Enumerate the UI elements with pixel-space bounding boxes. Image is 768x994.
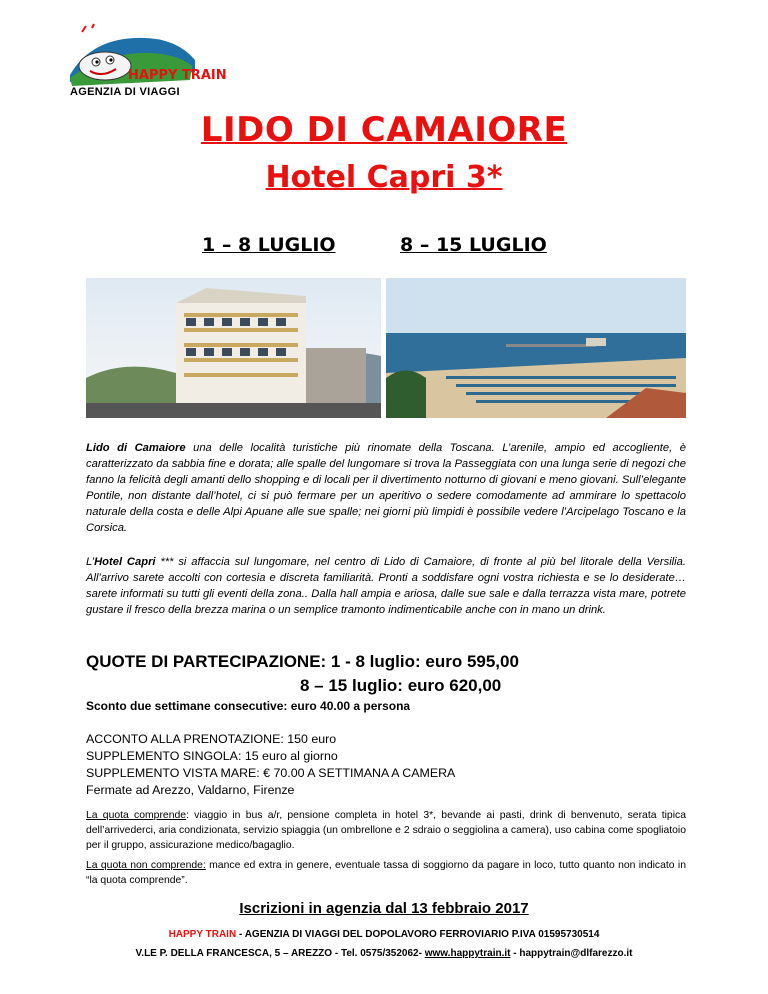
- date-period-1: 1 – 8 LUGLIO: [202, 234, 336, 256]
- footer-agency-info: - AGENZIA DI VIAGGI DEL DOPOLAVORO FERROVIARIO P.IVA 01595730514: [236, 929, 600, 940]
- destination-title: LIDO DI CAMAIORE: [200, 110, 568, 150]
- excludes-text: mance ed extra in genere, eventuale tassa di soggiorno da pagare in loco, tutto quanto non indicato in “la quota comprende”.: [86, 860, 686, 886]
- date-period-2: 8 – 15 LUGLIO: [400, 234, 547, 256]
- footer-line-2: [0, 948, 768, 959]
- hotel-name: Hotel Capri: [94, 556, 156, 568]
- quote-line-2: 8 – 15 luglio: euro 620,00: [300, 676, 502, 695]
- paragraph-text: una delle località turistiche più rinomate della Toscana. L’arenile, ampio ed accogliente, è caratterizzato da sabbia fine e dorata; alle spalle del lungomare si trova la Passeggiata con una lunga serie di negozi che fanno la felicità degli amanti dello shopping e di locali per il divertimento notturno di giovani e meno giovani. Sull’elegante Pontile, non distante dall’hotel, ci si può fermare per un aperitivo o sedere comodamente ad ammirare lo spettacolo naturale della costa e delle Alpi Apuane alle sue spalle; nei giorni più limpidi è possibile vedere l’Arcipelago Toscano e la Corsica.: [86, 442, 686, 534]
- stops-info: Fermate ad Arezzo, Valdarno, Firenze: [86, 783, 295, 797]
- includes-label: La quota comprende: [86, 810, 187, 821]
- footer-brand: HAPPY TRAIN: [168, 929, 237, 940]
- sea-view-supplement-info: SUPPLEMENTO VISTA MARE: € 70.00 A SETTIMANA A CAMERA: [86, 766, 456, 780]
- discount-text: Sconto due settimane consecutive: euro 40.00 a persona: [86, 699, 411, 713]
- website-link[interactable]: www.happytrain.it: [424, 948, 511, 959]
- logo-text: HAPPY TRAIN: [128, 68, 227, 83]
- excludes-label: La quota non comprende:: [86, 860, 206, 871]
- quote-line-1: QUOTE DI PARTECIPAZIONE: 1 - 8 luglio: euro 595,00: [86, 652, 519, 671]
- footer-line-1: [0, 929, 768, 940]
- excludes-section: [86, 858, 686, 888]
- hotel-title: Hotel Capri 3*: [265, 160, 503, 195]
- footer-address: V.LE P. DELLA FRANCESCA, 5 – AREZZO - Tel. 0575/352062-: [135, 948, 425, 959]
- agency-label: AGENZIA DI VIAGGI: [70, 86, 180, 98]
- paragraph-prefix: L’: [86, 556, 95, 568]
- paragraph-text: *** si affaccia sul lungomare, nel centro di Lido di Camaiore, di fronte al più bel litorale della Versilia. All’arrivo sarete accolti con cortesia e discreta familiarità. Pronti a soddisfare ogni vostra richiesta e se lo desiderate… sarete informati su tutti gli eventi della zona.. Dalla hall ampia e ariosa, dalle sue sale e dalla terrazza vista mare, potrete gustare il fresco della brezza marina o un semplice tramonto indimenticabile anche con in mano un drink.: [86, 556, 686, 616]
- beach-photo: [386, 278, 686, 418]
- description-paragraph: [86, 440, 686, 536]
- registration-notice: Iscrizioni in agenzia dal 13 febbraio 2017: [239, 900, 529, 917]
- single-supplement-info: SUPPLEMENTO SINGOLA: 15 euro al giorno: [86, 749, 338, 763]
- footer-email: - happytrain@dlfarezzo.it: [510, 948, 633, 959]
- hotel-photo: [86, 278, 381, 418]
- deposit-info: ACCONTO ALLA PRENOTAZIONE: 150 euro: [86, 732, 337, 746]
- hotel-paragraph: [86, 554, 686, 618]
- includes-text: : viaggio in bus a/r, pensione completa in hotel 3*, bevande ai pasti, drink di benvenuto, serata tipica dell’arrivederci, aria condizionata, servizio spiaggia (un ombrellone e 2 sdraio o seggiolina a camera), uso cabina come spogliatoio per il gruppo, assicurazione medico/bagaglio.: [86, 810, 686, 851]
- paragraph-lead: Lido di Camaiore: [86, 442, 186, 454]
- includes-section: [86, 808, 686, 853]
